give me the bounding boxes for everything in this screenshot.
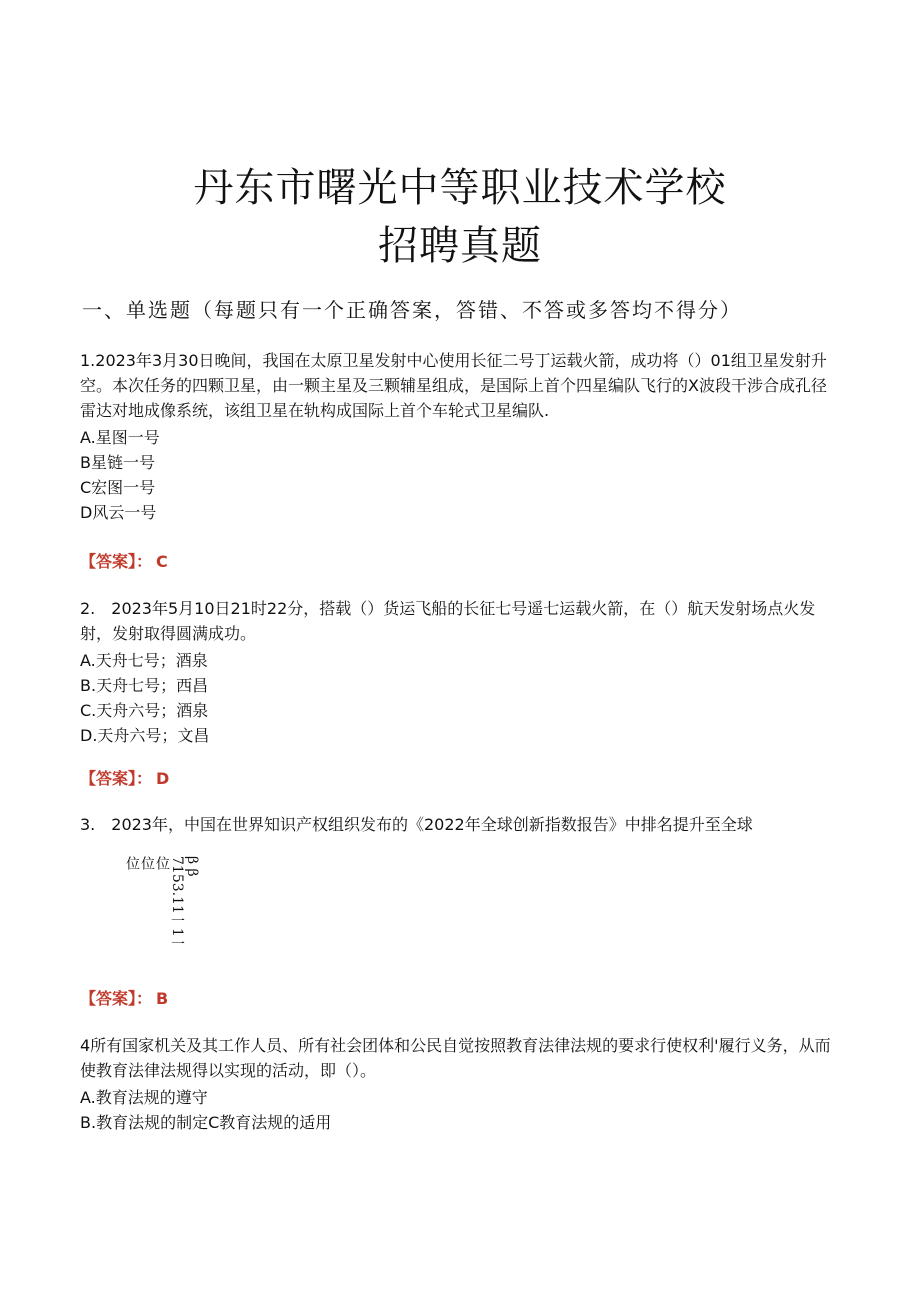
answer-1 [80,549,168,572]
rotated-side-text: β β [184,856,200,877]
rotated-unit-3: 位 [124,856,140,870]
question-3 [80,812,840,837]
option-a: A.天舟七号；酒泉 [80,651,208,670]
answer-3 [80,986,168,1009]
option-c: C.天舟六号；酒泉 [80,701,209,720]
rotated-options [124,856,199,951]
option-b: B星链一号 [80,453,155,472]
question-stem: 4所有国家机关及其工作人员、所有社会团体和公民自觉按照教育法律法规的要求行使权利'履行义务，从而使教育法律法规得以实现的活动，即（）。 [80,1036,831,1080]
option-b: B.天舟七号；西昌 [80,676,209,695]
option-a: A.星图一号 [80,428,160,447]
question-4 [80,1033,840,1135]
answer-label: 【答案】： [80,552,153,571]
section-heading: 一、单选题（每题只有一个正确答案，答错、不答或多答均不得分） [82,298,742,322]
answer-value: B [156,989,169,1008]
answer-value: C [156,552,168,571]
rotated-unit-2: 位 [139,856,155,870]
question-stem: 1.2023年3月30日晚间，我国在太原卫星发射中心使用长征二号丁运载火箭，成功将（）01组卫星发射升空。本次任务的四颗卫星，由一颗主星及三颗辅星组成，是国际上首个四星编队飞行的X波段干涉合成孔径雷达对地成像系统，该组卫星在轨构成国际上首个车轮式卫星编队. [80,351,827,420]
question-2 [80,596,840,748]
answer-label: 【答案】： [80,769,153,788]
rotated-values: 7153.11一1一 [169,856,185,951]
option-d: D风云一号 [80,503,157,522]
question-1 [80,348,840,525]
question-stem: 2. 2023年5月10日21时22分，搭载（）货运飞船的长征七号遥七运载火箭，在（）航天发射场点火发射，发射取得圆满成功。 [80,599,816,643]
question-stem: 3. 2023年，中国在世界知识产权组织发布的《2022年全球创新指数报告》中排名提升至全球 [80,815,753,834]
option-d: D.天舟六号；文昌 [80,726,210,745]
rotated-unit-1: 位 [154,856,170,870]
option-b-c: B.教育法规的制定C教育法规的适用 [80,1113,332,1132]
answer-2 [80,766,169,789]
option-c: C宏图一号 [80,478,156,497]
document-title-line1: 丹东市曙光中等职业技术学校 [193,165,727,211]
answer-value: D [156,769,170,788]
answer-label: 【答案】： [80,989,153,1008]
document-title-line2: 招聘真题 [378,223,542,269]
option-a: A.教育法规的遵守 [80,1088,208,1107]
